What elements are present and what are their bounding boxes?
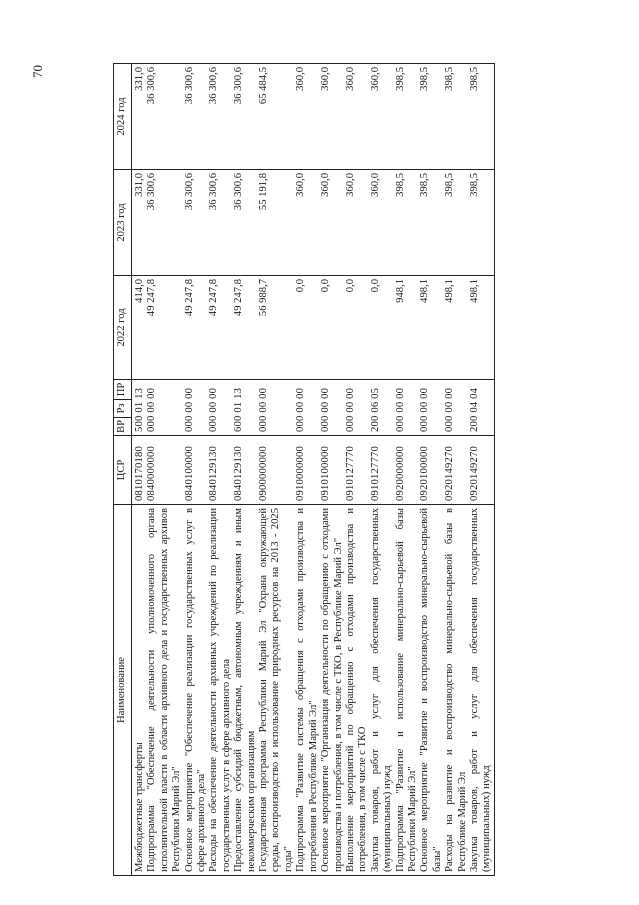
row-name: Расходы на развитие и воспроизводство минерально-сырьевой базы в Республике Марий Эл [444, 505, 469, 876]
table-row [258, 64, 295, 876]
row-vr-rz-pr: 000 00 00 [208, 380, 233, 436]
header-rz: Рз [114, 400, 132, 418]
row-2022: 49 247,8 [184, 276, 209, 380]
row-2023: 331,0 [132, 170, 147, 276]
row-2024: 398,5 [444, 64, 469, 170]
row-2022: 49 247,8 [233, 276, 258, 380]
rotated-budget-table [113, 64, 520, 876]
table-row [395, 64, 420, 876]
row-2023: 36 300,6 [233, 170, 258, 276]
row-2022: 498,1 [444, 276, 469, 380]
row-vr-rz-pr: 000 00 00 [295, 380, 320, 436]
row-csr: 0900000000 [258, 436, 295, 505]
row-2024: 360,0 [320, 64, 345, 170]
row-2023: 36 300,6 [146, 170, 183, 276]
row-2022: 0,0 [370, 276, 395, 380]
row-name: Основное мероприятие "Развитие и воспроизводство минерально-сырьевой базы" [419, 505, 444, 876]
row-2023: 36 300,6 [208, 170, 233, 276]
row-vr-rz-pr: 500 01 13 [132, 380, 147, 436]
row-csr: 0910100000 [320, 436, 345, 505]
row-vr-rz-pr: 000 00 00 [184, 380, 209, 436]
row-2023: 360,0 [320, 170, 345, 276]
row-2022: 56 988,7 [258, 276, 295, 380]
row-2024: 360,0 [295, 64, 320, 170]
row-2024: 36 300,6 [184, 64, 209, 170]
table-row [208, 64, 233, 876]
row-name: Государственная программа Республики Марий Эл "Охрана окружающей среды, воспроизводство и использование природных ресурсов на 2013 - 2025 годы" [258, 505, 295, 876]
table-row [469, 64, 494, 876]
row-2023: 398,5 [395, 170, 420, 276]
table-row [419, 64, 444, 876]
budget-table [113, 63, 495, 876]
row-2024: 360,0 [345, 64, 370, 170]
row-2023: 360,0 [370, 170, 395, 276]
table-row [370, 64, 395, 876]
row-2022: 498,1 [419, 276, 444, 380]
row-name: Закупка товаров, работ и услуг для обеспечения государственных (муниципальных) нужд [370, 505, 395, 876]
row-csr: 0920000000 [395, 436, 420, 505]
row-2023: 360,0 [345, 170, 370, 276]
table-row [345, 64, 370, 876]
row-2023: 360,0 [295, 170, 320, 276]
row-2022: 0,0 [345, 276, 370, 380]
row-2023: 398,5 [469, 170, 494, 276]
header-pr: ПР [114, 380, 132, 400]
row-2024: 36 300,6 [208, 64, 233, 170]
row-name: Основное мероприятие "Обеспечение реализации государственных услуг в сфере архивного дела" [184, 505, 209, 876]
row-csr: 0910127770 [345, 436, 370, 505]
row-2024: 398,5 [469, 64, 494, 170]
row-vr-rz-pr: 000 00 00 [258, 380, 295, 436]
row-vr-rz-pr: 000 00 00 [146, 380, 183, 436]
row-name: Подпрограмма "Развитие и использование минерально-сырьевой базы Республики Марий Эл" [395, 505, 420, 876]
row-vr-rz-pr: 000 00 00 [395, 380, 420, 436]
row-vr-rz-pr: 000 00 00 [419, 380, 444, 436]
row-name: Выполнение мероприятий по обращению с отходами производства и потребления, в том числе с ТКО [345, 505, 370, 876]
header-2024: 2024 год [114, 64, 132, 170]
row-csr: 0920100000 [419, 436, 444, 505]
row-2024: 398,5 [395, 64, 420, 170]
row-2023: 36 300,6 [184, 170, 209, 276]
row-2023: 398,5 [419, 170, 444, 276]
table-row [320, 64, 345, 876]
header-vr: ВР [114, 418, 132, 436]
row-2022: 49 247,8 [146, 276, 183, 380]
row-name: Межбюджетные трансферты [132, 505, 147, 876]
table-row [444, 64, 469, 876]
row-2024: 36 300,6 [146, 64, 183, 170]
header-csr: ЦСР [114, 436, 132, 505]
row-2022: 49 247,8 [208, 276, 233, 380]
row-2023: 398,5 [444, 170, 469, 276]
header-2022: 2022 год [114, 276, 132, 380]
row-vr-rz-pr: 600 01 13 [233, 380, 258, 436]
row-2024: 398,5 [419, 64, 444, 170]
table-row [132, 64, 147, 876]
row-csr: 0910127770 [370, 436, 395, 505]
table-row [184, 64, 209, 876]
row-2022: 0,0 [295, 276, 320, 380]
row-2024: 360,0 [370, 64, 395, 170]
row-2022: 0,0 [320, 276, 345, 380]
table-header-row [114, 64, 132, 876]
row-2022: 414,0 [132, 276, 147, 380]
row-csr: 0920149270 [469, 436, 494, 505]
row-2024: 65 484,5 [258, 64, 295, 170]
row-csr: 0910000000 [295, 436, 320, 505]
table-row [233, 64, 258, 876]
row-csr: 0920149270 [444, 436, 469, 505]
row-2024: 331,0 [132, 64, 147, 170]
row-vr-rz-pr: 200 04 04 [469, 380, 494, 436]
row-csr: 0840000000 [146, 436, 183, 505]
row-name: Предоставление субсидий бюджетным, автономным учреждениям и иным некоммерческим организациям [233, 505, 258, 876]
header-name: Наименование [114, 505, 132, 876]
row-name: Подпрограмма "Развитие системы обращения с отходами производства и потребления в Республике Марий Эл" [295, 505, 320, 876]
row-2024: 36 300,6 [233, 64, 258, 170]
table-row [146, 64, 183, 876]
header-2023: 2023 год [114, 170, 132, 276]
row-2023: 55 191,8 [258, 170, 295, 276]
row-csr: 0840129130 [208, 436, 233, 505]
row-vr-rz-pr: 000 00 00 [320, 380, 345, 436]
row-csr: 0840100000 [184, 436, 209, 505]
row-vr-rz-pr: 200 06 05 [370, 380, 395, 436]
row-vr-rz-pr: 000 00 00 [345, 380, 370, 436]
row-vr-rz-pr: 000 00 00 [444, 380, 469, 436]
row-name: Основное мероприятие "Организация деятельности по обращению с отходами производства и потребления, в том числе с ТКО, в Республике Марий Эл" [320, 505, 345, 876]
row-name: Расходы на обеспечение деятельности архивных учреждений по реализации государственных услуг в сфере архивного дела [208, 505, 233, 876]
row-2022: 948,1 [395, 276, 420, 380]
row-csr: 0810170180 [132, 436, 147, 505]
row-name: Закупка товаров, работ и услуг для обеспечения государственных (муниципальных) нужд [469, 505, 494, 876]
row-name: Подпрограмма "Обеспечение деятельности уполномоченного органа исполнительной власти в области архивного дела и государственных архивов Республики Марий Эл" [146, 505, 183, 876]
row-csr: 0840129130 [233, 436, 258, 505]
row-2022: 498,1 [469, 276, 494, 380]
page-number: 70 [30, 65, 45, 78]
table-row [295, 64, 320, 876]
